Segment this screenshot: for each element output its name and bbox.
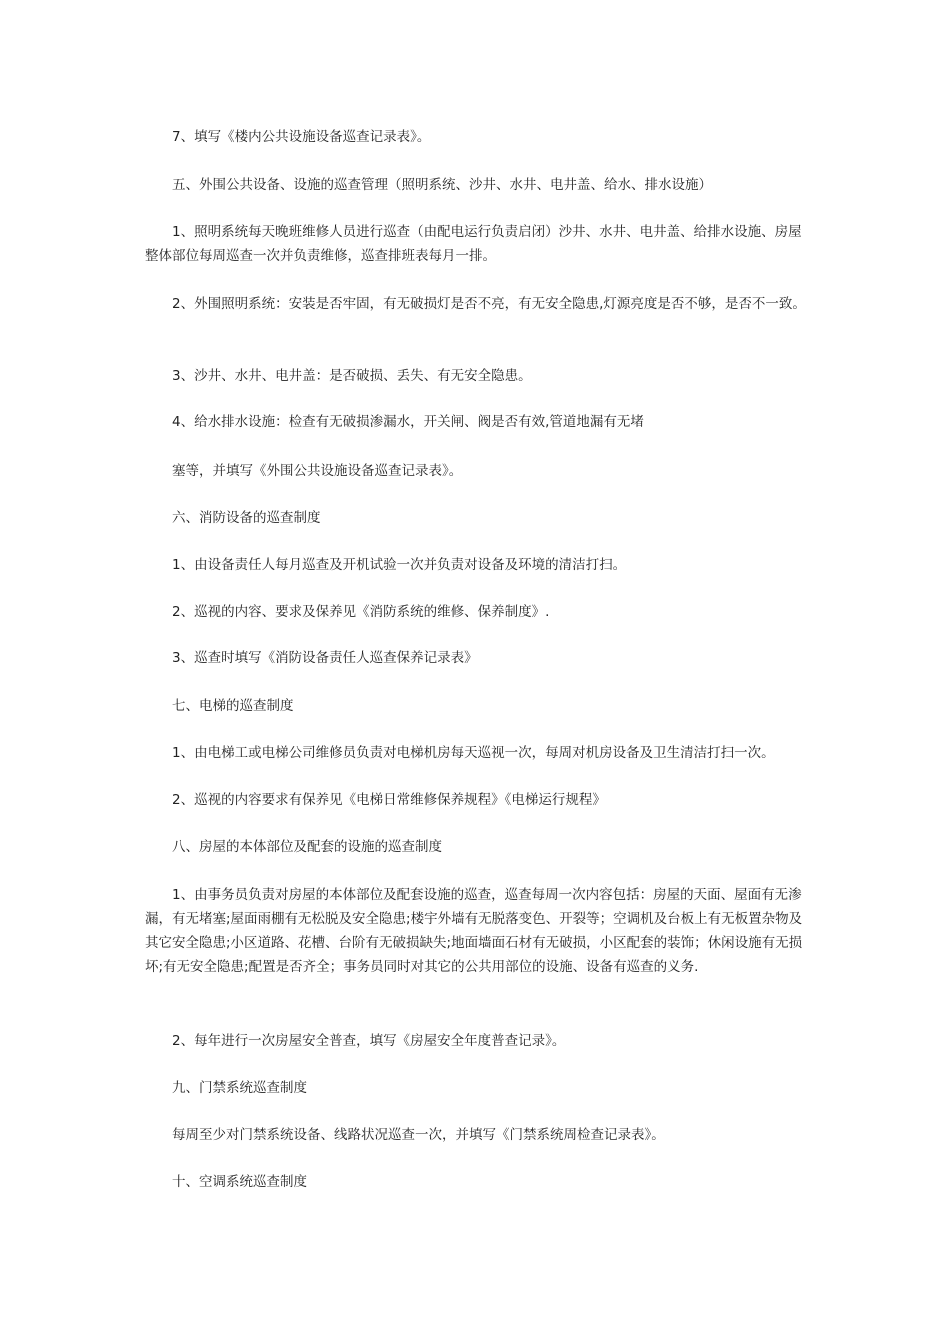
paragraph: 2、每年进行一次房屋安全普查，填写《房屋安全年度普查记录》。 — [172, 1033, 566, 1049]
paragraph: 2、外围照明系统：安装是否牢固，有无破损灯是否不亮，有无安全隐患,灯源亮度是否不够，是否不一致。 — [172, 296, 806, 312]
section-heading: 五、外围公共设备、设施的巡查管理（照明系统、沙井、水井、电井盖、给水、排水设施） — [172, 177, 712, 193]
paragraph: 塞等，并填写《外围公共设施设备巡查记录表》。 — [172, 463, 463, 479]
paragraph: 4、给水排水设施：检查有无破损渗漏水，开关闸、阀是否有效,管道地漏有无堵 — [172, 414, 644, 430]
paragraph: 1、由设备责任人每月巡查及开机试验一次并负责对设备及环境的清洁打扫。 — [172, 557, 627, 573]
paragraph: 7、填写《楼内公共设施设备巡查记录表》。 — [172, 129, 431, 145]
section-heading: 八、房屋的本体部位及配套的设施的巡查制度 — [172, 839, 442, 855]
paragraph: 每周至少对门禁系统设备、线路状况巡查一次，并填写《门禁系统周检查记录表》。 — [172, 1127, 665, 1143]
paragraph: 1、照明系统每天晚班维修人员进行巡查（由配电运行负责启闭）沙井、水井、电井盖、给排水设施、房屋整体部位每周巡查一次并负责维修，巡查排班表每月一排。 — [145, 224, 802, 264]
paragraph: 3、巡查时填写《消防设备责任人巡查保养记录表》 — [172, 650, 478, 666]
section-heading: 六、消防设备的巡查制度 — [172, 510, 321, 526]
paragraph: 1、由电梯工或电梯公司维修员负责对电梯机房每天巡视一次，每周对机房设备及卫生清洁打扫一次。 — [172, 745, 775, 761]
section-heading: 十、空调系统巡查制度 — [172, 1174, 307, 1190]
paragraph: 2、巡视的内容、要求及保养见《消防系统的维修、保养制度》. — [172, 604, 550, 620]
paragraph: 1、由事务员负责对房屋的本体部位及配套设施的巡查，巡查每周一次内容包括：房屋的天面、屋面有无渗漏，有无堵塞;屋面雨棚有无松脱及安全隐患;楼宇外墙有无脱落变色、开裂等；空调机及台板上有无板置杂物及其它安全隐患;小区道路、花槽、台阶有无破损缺失;地面墙面石材有无破损，小区配套的装饰；休闲设施有无损坏;有无安全隐患;配置是否齐全；事务员同时对其它的公共用部位的设施、设备有巡查的义务. — [145, 887, 803, 975]
paragraph: 2、巡视的内容要求有保养见《电梯日常维修保养规程》《电梯运行规程》 — [172, 792, 606, 808]
section-heading: 七、电梯的巡查制度 — [172, 698, 294, 714]
paragraph: 3、沙井、水井、电井盖：是否破损、丢失、有无安全隐患。 — [172, 368, 532, 384]
section-heading: 九、门禁系统巡查制度 — [172, 1080, 307, 1096]
